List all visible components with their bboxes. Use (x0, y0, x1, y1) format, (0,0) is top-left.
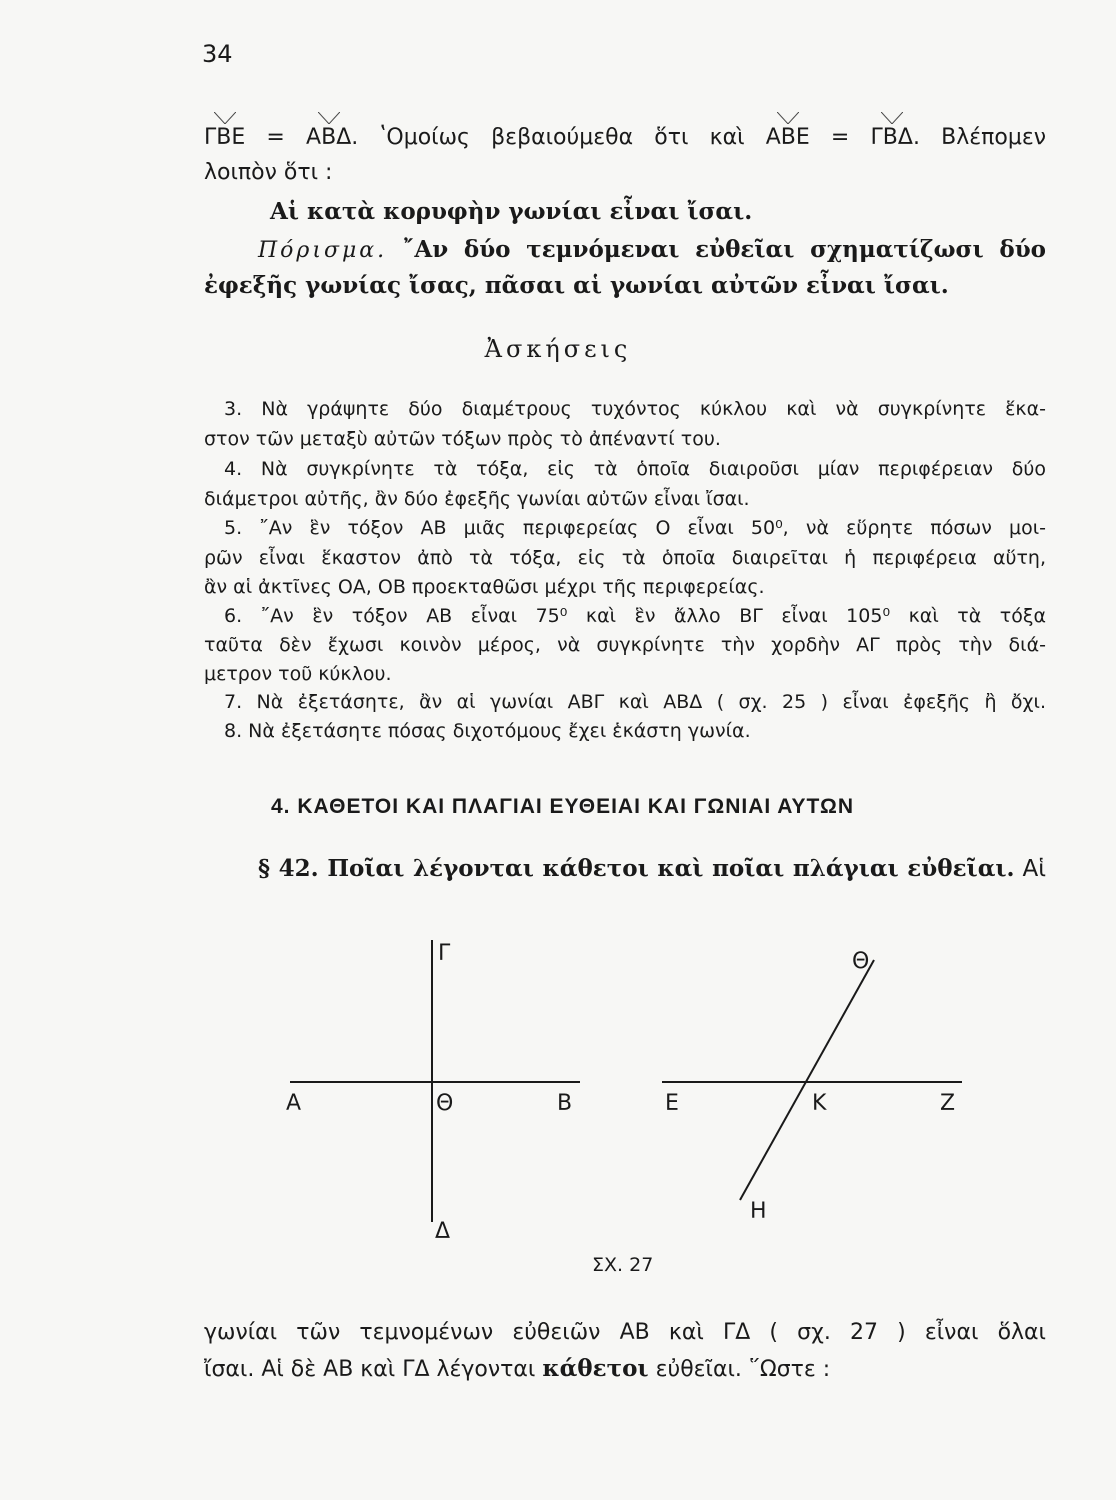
corollary-line-2: ἐφεξῆς γωνίας ἴσας, πᾶσαι αἱ γωνίαι αὐτῶν εἶναι ἴσαι. (204, 272, 949, 299)
closing-line-2 (204, 1355, 1046, 1382)
angle-abd: ΑΒΔ (306, 125, 352, 150)
closing-end: εὐθεῖαι. ῞Ωστε : (648, 1357, 831, 1382)
angle-abe: ΑΒΕ (765, 125, 810, 150)
exercise-line: 5. ῎Αν ἓν τόξον ΑΒ μιᾶς περιφερείας Ο εἶναι 50⁰, νὰ εὕρητε πόσων μοι- (224, 517, 1046, 539)
figure-caption: ΣΧ. 27 (592, 1254, 654, 1276)
intro-text: . ʽΟμοίως βεβαιούμεθα ὅτι καὶ (351, 125, 766, 150)
theorem: Αἱ κατὰ κορυφὴν γωνίαι εἶναι ἴσαι. (270, 198, 753, 225)
closing-line-1: γωνίαι τῶν τεμνομένων εὐθειῶν ΑΒ καὶ ΓΔ ( σχ. 27 ) εἶναι ὅλαι (204, 1320, 1046, 1345)
exercise-line: 6. ῎Αν ἓν τόξον ΑΒ εἶναι 75⁰ καὶ ἓν ἄλλο ΒΓ εἶναι 105⁰ καὶ τὰ τόξα (224, 605, 1046, 627)
exercise-line: μετρον τοῦ κύκλου. (204, 663, 392, 685)
label-th-right: Θ (852, 949, 870, 974)
paragraph-number: § 42. (258, 855, 319, 882)
paragraph-title: Ποῖαι λέγονται κάθετοι καὶ ποῖαι πλάγιαι εὐθεῖαι. (318, 855, 1015, 882)
label-h: Η (750, 1199, 767, 1224)
label-d: Δ (435, 1219, 451, 1244)
corollary-label: Πόρισμα. (258, 238, 388, 263)
label-g: Γ (438, 941, 451, 966)
exercise-line: 4. Νὰ συγκρίνητε τὰ τόξα, εἰς τὰ ὁποῖα διαιροῦσι μίαν περιφέρειαν δύο (224, 458, 1046, 480)
exercise-line: 3. Νὰ γράψητε δύο διαμέτρους τυχόντος κύκλου καὶ νὰ συγκρίνητε ἕκα- (224, 398, 1046, 420)
label-a: Α (286, 1091, 302, 1116)
section-heading: 4. ΚΑΘΕΤΟΙ ΚΑΙ ΠΛΑΓΙΑΙ ΕΥΘΕΙΑΙ ΚΑΙ ΓΩΝΙΑΙ ΑΥΤΩΝ (271, 795, 854, 818)
line-th-h (740, 960, 874, 1200)
equals: = (245, 125, 307, 150)
angle-gbe: ΓΒΕ (204, 125, 246, 150)
angle-gbd: ΓΒΔ (870, 125, 913, 150)
label-k: Κ (812, 1091, 827, 1116)
page-number: 34 (202, 40, 233, 68)
exercise-line: ἂν αἱ ἀκτῖνες ΟΑ, ΟΒ προεκταθῶσι μέχρι τῆς περιφερείας. (204, 576, 765, 598)
closing-bold: κάθετοι (542, 1355, 649, 1382)
label-e: Ε (665, 1091, 679, 1116)
exercises-title: Ἀσκήσεις (484, 335, 632, 363)
intro-line-2: λοιπὸν ὅτι : (204, 160, 333, 185)
label-z: Ζ (940, 1091, 956, 1116)
equals: = (809, 125, 871, 150)
exercise-line: 7. Νὰ ἐξετάσητε, ἂν αἱ γωνίαι ΑΒΓ καὶ ΑΒΔ ( σχ. 25 ) εἶναι ἐφεξῆς ἢ ὄχι. (224, 691, 1046, 713)
intro-end: . Βλέπομεν (912, 125, 1047, 150)
exercise-line: ταῦτα δὲν ἔχωσι κοινὸν μέρος, νὰ συγκρίνητε τὴν χορδὴν ΑΓ πρὸς τὴν διά- (204, 634, 1046, 656)
label-b: Β (557, 1091, 573, 1116)
corollary-text: ῎Αν δύο τεμνόμεναι εὐθεῖαι σχηματίζωσι δύο (387, 236, 1046, 263)
exercise-line: ρῶν εἶναι ἕκαστον ἀπὸ τὰ τόξα, εἰς τὰ ὁποῖα διαιρεῖται ἡ περιφέρεια αὕτη, (204, 547, 1046, 569)
exercise-line: στον τῶν μεταξὺ αὐτῶν τόξων πρὸς τὸ ἀπέναντί του. (204, 428, 721, 450)
closing-start: ἴσαι. Αἱ δὲ ΑΒ καὶ ΓΔ λέγονται (204, 1357, 543, 1382)
paragraph-rest: Αἱ (1014, 856, 1046, 882)
exercise-line: 8. Νὰ ἐξετάσητε πόσας διχοτόμους ἔχει ἑκάστη γωνία. (224, 720, 751, 742)
label-th-left: Θ (436, 1091, 454, 1116)
exercise-line: διάμετροι αὐτῆς, ἂν δύο ἐφεξῆς γωνίαι αὐτῶν εἶναι ἴσαι. (204, 488, 750, 510)
